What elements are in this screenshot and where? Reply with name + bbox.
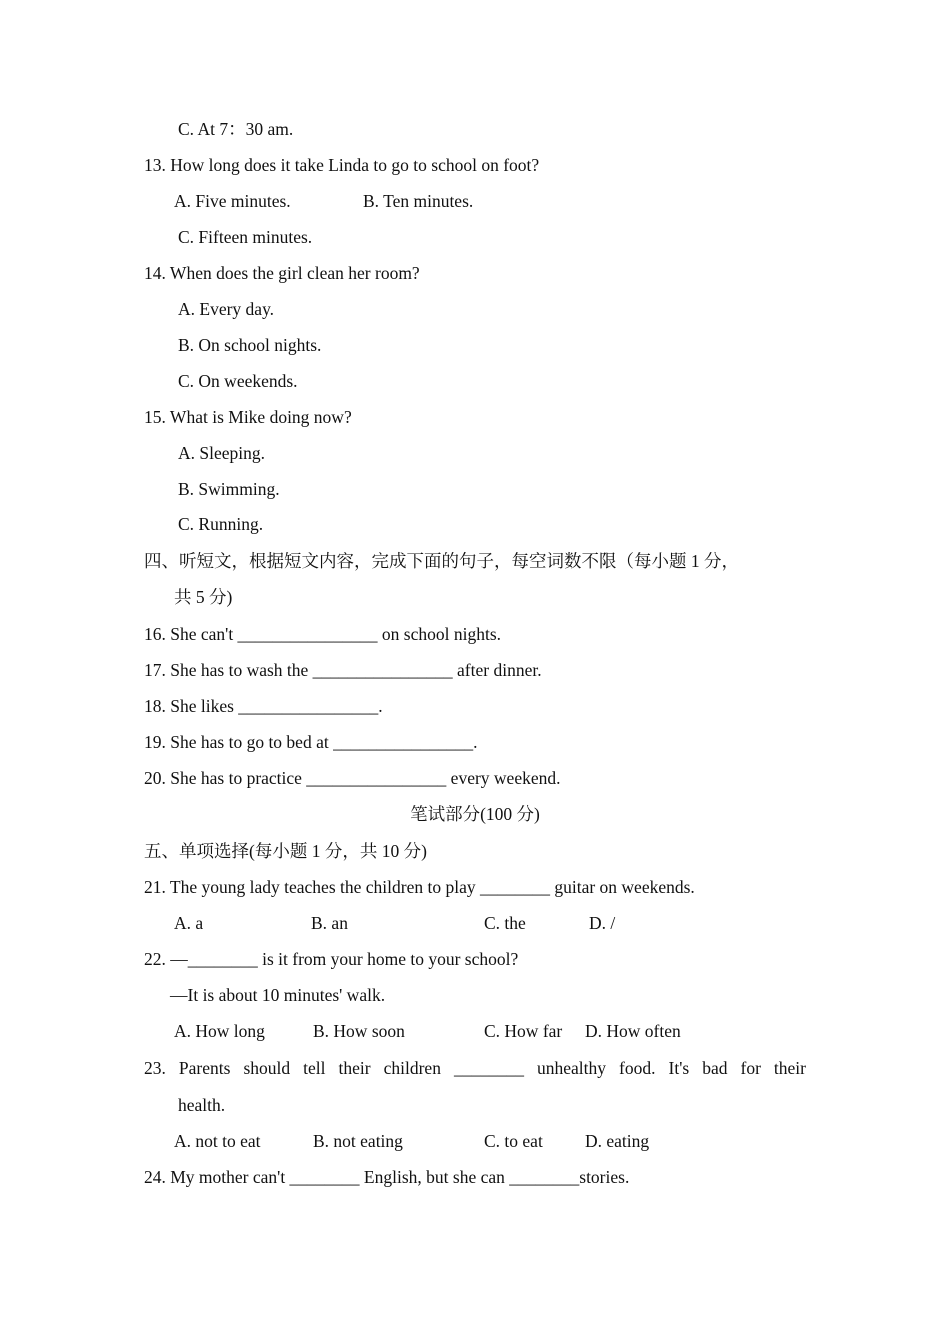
q23-option-d: D. eating [585, 1131, 650, 1151]
section4-title-cont: 共 5 分) [174, 587, 233, 607]
q22-answer: —It is about 10 minutes' walk. [170, 985, 386, 1005]
q14-option-a: A. Every day. [178, 299, 275, 319]
written-part-heading: 笔试部分(100 分) [410, 804, 540, 824]
q13-stem: 13. How long does it take Linda to go to school on foot? [144, 155, 540, 175]
q21-option-c: C. the [484, 913, 526, 933]
q14-option-b: B. On school nights. [178, 335, 322, 355]
q23-stem: 23. Parents should tell their children ________ unhealthy food. It's bad for their [144, 1058, 806, 1078]
q22-option-d: D. How often [585, 1021, 681, 1041]
q22-option-a: A. How long [174, 1021, 265, 1041]
q21-option-b: B. an [311, 913, 348, 933]
q23-option-c: C. to eat [484, 1131, 543, 1151]
q21-option-a: A. a [174, 913, 204, 933]
q13-option-a: A. Five minutes. [174, 191, 291, 211]
section5-title: 五、单项选择(每小题 1 分，共 10 分) [144, 841, 427, 861]
q22-option-c: C. How far [484, 1021, 563, 1041]
q15-option-c: C. Running. [178, 514, 264, 534]
q15-option-a: A. Sleeping. [178, 443, 266, 463]
q16: 16. She can't ________________ on school nights. [144, 624, 502, 644]
q15-option-b: B. Swimming. [178, 479, 280, 499]
q18: 18. She likes ________________. [144, 696, 383, 716]
q22-option-b: B. How soon [313, 1021, 405, 1041]
q23-stem-cont: health. [178, 1095, 226, 1115]
q22-stem: 22. —________ is it from your home to your school? [144, 949, 519, 969]
q13-option-b: B. Ten minutes. [363, 191, 474, 211]
q20: 20. She has to practice ________________ every weekend. [144, 768, 561, 788]
q14-option-c: C. On weekends. [178, 371, 298, 391]
q23-option-a: A. not to eat [174, 1131, 261, 1151]
q15-stem: 15. What is Mike doing now? [144, 407, 352, 427]
q21-option-d: D. / [589, 913, 616, 933]
q17: 17. She has to wash the ________________ after dinner. [144, 660, 542, 680]
q14-stem: 14. When does the girl clean her room? [144, 263, 420, 283]
section4-title: 四、听短文，根据短文内容，完成下面的句子，每空词数不限（每小题 1 分， [144, 551, 739, 571]
q24-stem: 24. My mother can't ________ English, but she can ________stories. [144, 1167, 630, 1187]
q21-stem: 21. The young lady teaches the children to play ________ guitar on weekends. [144, 877, 695, 897]
q19: 19. She has to go to bed at ________________. [144, 732, 478, 752]
q13-option-c: C. Fifteen minutes. [178, 227, 313, 247]
q12-option-c: C. At 7：30 am. [178, 119, 294, 139]
q23-option-b: B. not eating [313, 1131, 403, 1151]
